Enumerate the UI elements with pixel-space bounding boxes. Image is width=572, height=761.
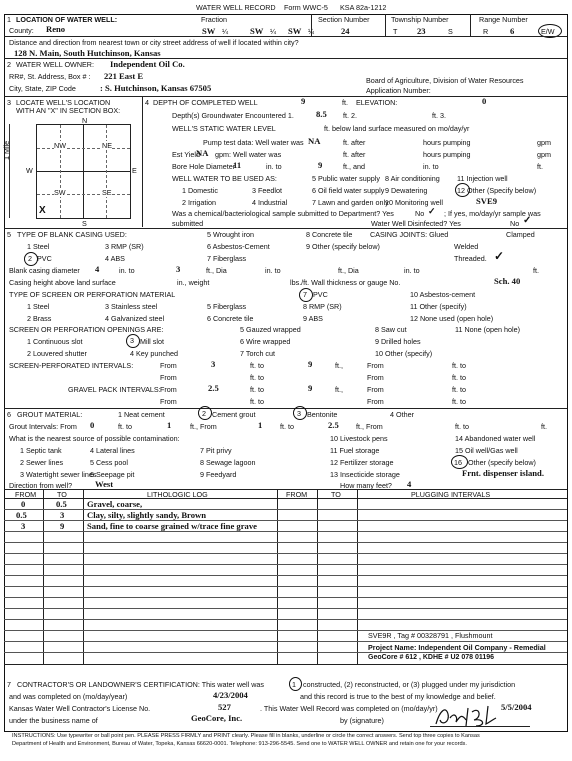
casing-2-pvc: PVC [37, 254, 52, 263]
section3-label-2: WITH AN "X" IN SECTION BOX: [16, 106, 121, 115]
fraction-1-quarter: ¼ [222, 27, 228, 36]
gp-from-label: From [160, 385, 177, 394]
log-note-project: Project Name: Independent Oil Company - Remedial [368, 643, 546, 652]
casing-welded: Welded [454, 242, 479, 251]
grout-3: Bentonite [307, 410, 338, 419]
range-label: Range Number [479, 15, 528, 24]
bore-and: ft., and [343, 162, 365, 171]
opening-5: 5 Gauzed wrapped [240, 325, 301, 334]
range-r: R [483, 27, 489, 36]
chem-no: No [415, 209, 425, 218]
map-east: E [132, 166, 137, 175]
submitted-label: submitted [172, 219, 204, 228]
sp-from-label: From [160, 361, 177, 370]
bore-in-to: in. to [423, 162, 439, 171]
map-mile-label: 1 Mile [2, 140, 11, 160]
sp-ft: ft., [335, 361, 343, 370]
opening-2: 2 Louvered shutter [27, 349, 87, 358]
screen-10: 10 Asbestos-cement [410, 290, 476, 299]
sp-to2-label: ft. to [452, 361, 466, 370]
contam-15: 15 Oil well/Gas well [455, 446, 518, 455]
use-1: 1 Domestic [182, 186, 218, 195]
contam-16: Other (specify below) [468, 458, 536, 467]
log-header-from: FROM [15, 490, 37, 499]
gp-ft: ft., [335, 385, 343, 394]
sp-to: 9 [308, 359, 313, 369]
screen-9: 9 ABS [303, 314, 323, 323]
yield-mid: gpm: Well water was [215, 150, 282, 159]
contam-12: 12 Fertilizer storage [330, 458, 394, 467]
how-many-feet-value: 4 [407, 479, 412, 489]
gp-from3-label: From [160, 397, 177, 406]
opening-11: 11 None (open hole) [455, 325, 520, 334]
pump-hours: hours pumping [423, 138, 471, 147]
township-label: Township Number [391, 15, 449, 24]
opening-7: 7 Torch cut [240, 349, 276, 358]
fraction-3: SW [288, 26, 302, 36]
business-name: GeoCore, Inc. [191, 713, 243, 723]
groundwater-label: Depth(s) Groundwater Encountered 1. [172, 111, 294, 120]
log-note-geocore: GeoCore # 612 , KDHE # U2 078 01196 [368, 654, 495, 661]
gp-from: 2.5 [208, 383, 219, 393]
use-5: 5 Public water supply [312, 174, 380, 183]
township-number: 23 [417, 26, 426, 36]
opening-4: 4 Key punched [130, 349, 178, 358]
yield-label: Est Yield [172, 150, 200, 159]
contam-6: 6 Seepage pit [90, 470, 135, 479]
casing-8: 8 Concrete tile [306, 230, 353, 239]
blank-casing-label: Blank casing diameter [9, 266, 80, 275]
gp-to2-label: ft. to [452, 385, 466, 394]
use-8: 8 Air conditioning [385, 174, 440, 183]
county-value: Reno [46, 24, 66, 34]
record-completed-label: . This Water Well Record was completed on (mo/day/yr) [260, 704, 438, 713]
pump-gpm: gpm [537, 138, 551, 147]
use-9: 9 Dewatering [385, 186, 428, 195]
disinfected-check: ✓ [523, 215, 532, 226]
opening-8: 8 Saw cut [375, 325, 407, 334]
use-12: 12 Other (Specify below) [457, 186, 537, 195]
section-number: 24 [341, 26, 350, 36]
well-x-mark: X [39, 205, 46, 216]
grout-from-1: 0 [90, 420, 95, 430]
sp-to3-label: ft. to [250, 373, 264, 382]
gp-to-label: ft. to [250, 385, 264, 394]
disinfected-label: Water Well Disinfected? Yes [371, 219, 461, 228]
map-west: W [26, 166, 33, 175]
fraction-2-quarter: ¼ [270, 27, 276, 36]
opening-3-mill: Mill slot [140, 337, 164, 346]
distance-value: 128 N. Main, South Hutchinson, Kansas [14, 48, 161, 58]
casing-6: 6 Asbestos-Cement [207, 242, 270, 251]
opening-9: 9 Drilled holes [375, 337, 421, 346]
grout-to-1: 1 [167, 420, 172, 430]
yield-gpm: gpm [537, 150, 551, 159]
sp-from3-label: From [160, 373, 177, 382]
use-12-circle [455, 183, 470, 197]
screen-4: 4 Galvanized steel [105, 314, 165, 323]
contam-7: 7 Pit privy [200, 446, 232, 455]
range-ew: E/W [541, 27, 555, 36]
groundwater-1: 8.5 [316, 109, 327, 119]
fraction-label: Fraction [201, 15, 227, 24]
pump-test-value: NA [308, 136, 321, 146]
bore-depth: 9 [318, 160, 323, 170]
direction-label: Direction from well? [9, 481, 73, 490]
contamination-label: What is the nearest source of possible contamination: [9, 434, 180, 443]
signature-label: by (signature) [340, 716, 384, 725]
log-header-from-2: FROM [286, 490, 308, 499]
address-value: 221 East E [104, 71, 144, 81]
casing-9: 9 Other (specify below) [306, 242, 380, 251]
gp-from4-label: From [367, 397, 384, 406]
sp-to-label: ft. to [250, 361, 264, 370]
chem-no-check: ✓ [428, 206, 436, 216]
use-10: 10 Monitoring well [385, 198, 443, 207]
section5-number: 5 [7, 230, 11, 239]
screen-intervals-label: SCREEN-PERFORATED INTERVALS: [9, 361, 134, 370]
form-title: WATER WELL RECORD [196, 3, 276, 12]
blank-in-to: in. to [265, 266, 281, 275]
openings-label: SCREEN OR PERFORATION OPENINGS ARE: [9, 325, 164, 334]
disinfected-no: No [510, 219, 520, 228]
screen-3: 3 Stainless steel [105, 302, 158, 311]
screen-2: 2 Brass [27, 314, 52, 323]
county-label: County: [9, 26, 34, 35]
casing-label: TYPE OF BLANK CASING USED: [17, 230, 127, 239]
casing-3: 3 RMP (SR) [105, 242, 144, 251]
map-sw: SW [54, 188, 66, 197]
contam-13: 13 Insecticide storage [330, 470, 400, 479]
map-nw: NW [54, 141, 66, 150]
section3-number: 3 [7, 98, 11, 107]
use-2: 2 Irrigation [182, 198, 216, 207]
application-number-label: Application Number: [366, 86, 431, 95]
pump-after: ft. after [343, 138, 366, 147]
range-number: 6 [510, 26, 515, 36]
map-north: N [82, 116, 88, 125]
owner-label: WATER WELL OWNER: [16, 60, 94, 69]
certification-label: CONTRACTOR'S OR LANDOWNER'S CERTIFICATION: This water well was [17, 680, 265, 689]
section2-number: 2 [7, 60, 11, 69]
sp-from2-label: From [367, 361, 384, 370]
fraction-2: SW [250, 26, 264, 36]
gp-to4-label: ft. to [452, 397, 466, 406]
business-label: under the business name of [9, 716, 98, 725]
elevation-label: ELEVATION: [356, 98, 398, 107]
license-number: 527 [218, 702, 231, 712]
section-number-label: Section Number [318, 15, 370, 24]
form-frame [4, 14, 568, 732]
bore-diameter: 11 [233, 160, 242, 170]
casing-7: 7 Fiberglass [207, 254, 247, 263]
sp-from4-label: From [367, 373, 384, 382]
sp-to4-label: ft. to [452, 373, 466, 382]
form-number: Form WWC-5 [284, 3, 328, 12]
opening-6: 6 Wire wrapped [240, 337, 291, 346]
casing-height-in: in., weight [177, 278, 210, 287]
grout-intervals-label: Grout Intervals: From [9, 422, 77, 431]
casing-joints: CASING JOINTS: Glued [370, 230, 449, 239]
license-label: Kansas Water Well Contractor's License No. [9, 704, 151, 713]
depth-value: 9 [301, 96, 306, 106]
completed-label: and was completed on (mo/day/year) [9, 692, 128, 701]
grout-2: Cement grout [212, 410, 256, 419]
blank-dia3: ft., Dia [338, 266, 359, 275]
sp-from: 3 [211, 359, 216, 369]
blank-diameter: 4 [95, 264, 100, 274]
city-value: : S. Hutchinson, Kansas 67505 [100, 83, 212, 93]
grout-1: 1 Neat cement [118, 410, 165, 419]
log-row-desc: Gravel, coarse, [87, 499, 143, 509]
bore-label: Bore Hole Diameter [172, 162, 236, 171]
log-header-to: TO [57, 490, 67, 499]
threaded-check: ✓ [494, 249, 505, 263]
contam-5: 5 Cess pool [90, 458, 128, 467]
log-row-from: 0.5 [16, 510, 27, 520]
map-se: SE [102, 188, 112, 197]
casing-clamped: Clamped [506, 230, 535, 239]
casing-threaded: Threaded. [454, 254, 487, 263]
blank-dia2: ft., Dia [206, 266, 227, 275]
blank-depth: 3 [176, 264, 181, 274]
township-t: T [393, 27, 398, 36]
gp-from2-label: From [367, 385, 384, 394]
chem-label: Was a chemical/bacteriological sample submitted to Department? Yes [172, 209, 394, 218]
log-row-desc: Clay, silty, slightly sandy, Brown [87, 510, 206, 520]
section4-number: 4 [145, 98, 149, 107]
gravel-label: GRAVEL PACK INTERVALS: [68, 385, 161, 394]
how-many-feet-label: How many feet? [340, 481, 392, 490]
section6-number: 6 [7, 410, 11, 419]
contam-8: 8 Sewage lagoon [200, 458, 256, 467]
log-row-from: 0 [21, 499, 26, 509]
use-6: 6 Oil field water supply [312, 186, 385, 195]
contam-1: 1 Septic tank [20, 446, 62, 455]
section1-number: 1 [7, 15, 11, 24]
section-box [36, 124, 131, 219]
owner-name: Independent Oil Co. [110, 59, 185, 69]
use-3: 3 Feedlot [252, 186, 282, 195]
address-label: RR#, St. Address, Box # : [9, 72, 91, 81]
static-level-label: WELL'S STATIC WATER LEVEL [172, 124, 276, 133]
yield-after: ft. after [343, 150, 366, 159]
instructions-line-2: Department of Health and Environment, Bureau of Water, Topeka, Kansas 66620-0001. Telephone: 913-296-5545. Send one to WATER WELL OWNER and retain one for your records. [12, 741, 467, 747]
opening-1: 1 Continuous slot [27, 337, 83, 346]
contam-10: 10 Livestock pens [330, 434, 388, 443]
contam-other-value: Frnt. dispenser island. [462, 468, 544, 478]
use-4: 4 Industrial [252, 198, 288, 207]
bore-ft: ft. [537, 162, 543, 171]
blank-in-to2: in. to [404, 266, 420, 275]
casing-1: 1 Steel [27, 242, 50, 251]
groundwater-2-label: ft. 2. [343, 111, 357, 120]
depth-ft: ft. [342, 98, 348, 107]
casing-height-label: Casing height above land surface [9, 278, 116, 287]
depth-label: DEPTH OF COMPLETED WELL [153, 98, 258, 107]
screen-1: 1 Steel [27, 302, 50, 311]
section1-label: LOCATION OF WATER WELL: [16, 15, 118, 24]
casing-4: 4 ABS [105, 254, 125, 263]
grout-to-2: 2.5 [328, 420, 339, 430]
log-row-desc: Sand, fine to coarse grained w/trace fine grave [87, 521, 257, 531]
record-completed-date: 5/5/2004 [501, 702, 532, 712]
contam-9: 9 Feedyard [200, 470, 237, 479]
certification-tail: constructed, (2) reconstructed, or (3) plugged under my jurisdiction [303, 680, 516, 689]
true-text: and this record is true to the best of my knowledge and belief. [300, 692, 496, 701]
yield-hours: hours pumping [423, 150, 471, 159]
grout-from-2: 1 [258, 420, 263, 430]
use-other-value: SVE9 [476, 196, 498, 206]
distance-label: Distance and direction from nearest town or city street address of well if located within city? [9, 38, 299, 47]
grout-4: 4 Other [390, 410, 414, 419]
completed-date: 4/23/2004 [213, 690, 248, 700]
log-row-to: 3 [60, 510, 65, 520]
casing-5: 5 Wrought iron [207, 230, 255, 239]
gp-to: 9 [308, 383, 313, 393]
log-header-plugging: PLUGGING INTERVALS [411, 490, 491, 499]
contam-4: 4 Lateral lines [90, 446, 135, 455]
township-s: S [448, 27, 453, 36]
contam-2: 2 Sewer lines [20, 458, 64, 467]
bore-to: in. to [266, 162, 282, 171]
static-level-text: ft. below land surface measured on mo/day/yr [324, 124, 470, 133]
grout-label: GROUT MATERIAL: [17, 410, 83, 419]
fraction-1: SW [202, 26, 216, 36]
gp-to3-label: ft. to [250, 397, 264, 406]
contam-11: 11 Fuel storage [330, 446, 380, 455]
screen-7-pvc: PVC [313, 290, 328, 299]
log-row-to: 0.5 [56, 499, 67, 509]
board-text: Board of Agriculture, Division of Water Resources [366, 76, 524, 85]
statute: KSA 82a-1212 [340, 3, 387, 12]
yield-value: NA [196, 148, 209, 158]
screen-6: 6 Concrete tile [207, 314, 254, 323]
contam-14: 14 Abandoned water well [455, 434, 536, 443]
use-11: 11 Injection well [457, 174, 508, 183]
elevation-value: 0 [482, 96, 487, 106]
use-7: 7 Lawn and garden only [312, 198, 389, 207]
map-ne: NE [102, 141, 112, 150]
log-header-lithologic: LITHOLOGIC LOG [147, 490, 208, 499]
fraction-3-quarter: ¼ [308, 27, 314, 36]
section3-label: LOCATE WELL'S LOCATION [16, 98, 111, 107]
pump-test-label: Pump test data: Well water was [203, 138, 304, 147]
map-south: S [82, 219, 87, 228]
instructions-line-1: INSTRUCTIONS: Use typewriter or ball point pen. PLEASE PRESS FIRMLY and PRINT clearly. Please fill in blanks, underline or circle the correct answers. Send top three copies to Kansas [12, 733, 480, 739]
screen-8: 8 RMP (SR) [303, 302, 342, 311]
casing-gauge: Sch. 40 [494, 276, 521, 286]
direction-value: West [95, 479, 114, 489]
log-note-sve: SVE9R , Tag # 00328791 , Flushmount [368, 631, 493, 640]
screen-5: 5 Fiberglass [207, 302, 247, 311]
city-label: City, State, ZIP Code [9, 84, 76, 93]
screen-label: TYPE OF SCREEN OR PERFORATION MATERIAL [9, 290, 176, 299]
blank-to: in. to [119, 266, 135, 275]
section7-number: 7 [7, 680, 11, 689]
log-row-to: 9 [60, 521, 65, 531]
log-header-to-2: TO [331, 490, 341, 499]
groundwater-3-label: ft. 3. [432, 111, 446, 120]
chem-tail: ; If yes, mo/day/yr sample was [444, 209, 541, 218]
use-label: WELL WATER TO BE USED AS: [172, 174, 277, 183]
screen-12: 12 None used (open hole) [410, 314, 494, 323]
opening-10: 10 Other (specify) [375, 349, 433, 358]
log-row-from: 3 [21, 521, 26, 531]
casing-lbs: lbs./ft. Wall thickness or gauge No. [290, 278, 401, 287]
screen-11: 11 Other (specify) [410, 302, 467, 311]
contam-3: 3 Watertight sewer lines [20, 470, 97, 479]
